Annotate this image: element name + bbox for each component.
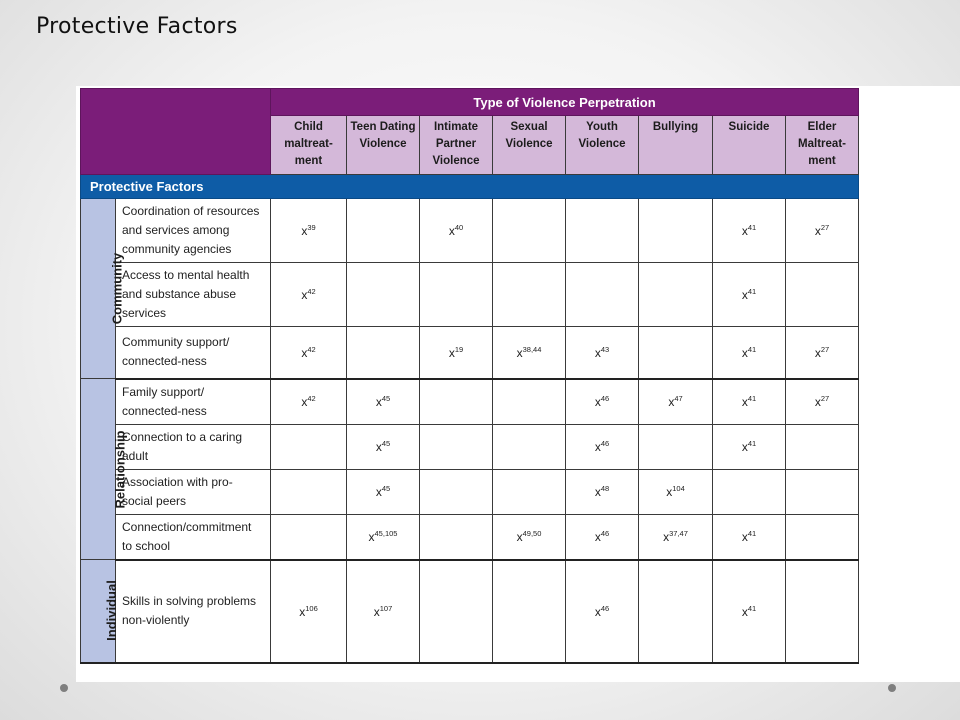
protective-factors-table bbox=[80, 88, 859, 664]
table-cell: $x^{41}$ bbox=[713, 199, 786, 263]
table-cell bbox=[786, 263, 859, 327]
table-cell bbox=[786, 514, 859, 560]
table-cell bbox=[639, 199, 713, 263]
citation-ref: 46 bbox=[600, 529, 610, 538]
band-row bbox=[81, 175, 859, 199]
table-cell bbox=[493, 424, 566, 469]
column-header: Youth Violence bbox=[566, 116, 639, 175]
column-header: Sexual Violence bbox=[493, 116, 566, 175]
citation-ref: 41 bbox=[747, 287, 757, 296]
citation-ref: 107 bbox=[379, 603, 393, 613]
bullet-dot-right bbox=[888, 684, 896, 692]
table-cell: $x^{45}$ bbox=[347, 424, 420, 469]
citation-ref: 42 bbox=[307, 287, 316, 296]
table-cell bbox=[493, 263, 566, 327]
citation-ref: 27 bbox=[820, 223, 830, 232]
row-label: Skills in solving problems non-violently bbox=[116, 560, 271, 663]
table-cell: $x^{38,44}$ bbox=[493, 327, 566, 379]
column-header: Suicide bbox=[713, 116, 786, 175]
citation-ref: 46 bbox=[600, 603, 610, 613]
citation-ref: 41 bbox=[747, 603, 757, 613]
citation-ref: 48 bbox=[600, 484, 610, 493]
citation-ref: 39 bbox=[307, 223, 316, 232]
table-cell: $x^{43}$ bbox=[566, 327, 639, 379]
citation-ref: 46 bbox=[600, 394, 610, 403]
column-header: Child maltreat- ment bbox=[271, 116, 347, 175]
column-header: Elder Maltreat- ment bbox=[786, 116, 859, 175]
table-cell bbox=[493, 469, 566, 514]
citation-ref: 38,44 bbox=[522, 344, 542, 354]
table-cell bbox=[639, 560, 713, 663]
table-row bbox=[81, 560, 859, 663]
citation-ref: 45 bbox=[381, 484, 391, 493]
table-cell bbox=[420, 469, 493, 514]
table-cell bbox=[347, 263, 420, 327]
citation-ref: 27 bbox=[820, 394, 830, 403]
group-label-text: Community bbox=[109, 252, 125, 325]
table-cell: $x^{41}$ bbox=[713, 514, 786, 560]
bullet-dot-left bbox=[60, 684, 68, 692]
row-label: Coordination of resources and services among community agencies bbox=[116, 199, 271, 263]
table-cell: $x^{45}$ bbox=[347, 469, 420, 514]
table-cell: $x^{41}$ bbox=[713, 263, 786, 327]
table-cell: $x^{37,47}$ bbox=[639, 514, 713, 560]
table-cell: $x^{40}$ bbox=[420, 199, 493, 263]
table-cell: $x^{42}$ bbox=[271, 327, 347, 379]
table-cell bbox=[566, 199, 639, 263]
table-cell: $x^{27}$ bbox=[786, 199, 859, 263]
table-cell bbox=[639, 424, 713, 469]
table-row bbox=[81, 469, 859, 514]
citation-ref: 104 bbox=[672, 484, 685, 493]
table-row bbox=[81, 379, 859, 425]
table-cell bbox=[420, 379, 493, 425]
group-label-relationship bbox=[81, 379, 128, 560]
table-cell bbox=[271, 514, 347, 560]
citation-ref: 41 bbox=[747, 439, 757, 448]
table-cell bbox=[786, 469, 859, 514]
citation-ref: 42 bbox=[307, 394, 316, 403]
group-label-text: Relationship bbox=[112, 429, 128, 509]
citation-ref: 41 bbox=[747, 394, 757, 403]
citation-ref: 47 bbox=[674, 394, 683, 403]
table-cell bbox=[493, 560, 566, 663]
slide-title: Protective Factors bbox=[36, 14, 238, 39]
citation-ref: 43 bbox=[600, 344, 610, 354]
citation-ref: 45,105 bbox=[374, 529, 398, 538]
table-cell: $x^{42}$ bbox=[271, 379, 347, 425]
row-label: Association with pro- social peers bbox=[116, 469, 271, 514]
table-cell bbox=[420, 514, 493, 560]
column-header: Intimate Partner Violence bbox=[420, 116, 493, 175]
row-label: Community support/ connected-ness bbox=[116, 327, 271, 379]
row-label: Connection/commitment to school bbox=[116, 514, 271, 560]
group-label-individual bbox=[81, 560, 119, 663]
table-row bbox=[81, 199, 859, 263]
header-row bbox=[81, 89, 859, 116]
table-cell: $x^{45,105}$ bbox=[347, 514, 420, 560]
table-cell: $x^{42}$ bbox=[271, 263, 347, 327]
row-label: Family support/ connected-ness bbox=[116, 379, 271, 425]
table-cell: $x^{41}$ bbox=[713, 424, 786, 469]
citation-ref: 45 bbox=[381, 439, 391, 448]
table-cell bbox=[420, 560, 493, 663]
column-header: Bullying bbox=[639, 116, 713, 175]
group-label-text: Individual bbox=[103, 580, 119, 642]
table-row bbox=[81, 514, 859, 560]
table-cell bbox=[420, 424, 493, 469]
table-cell: $x^{46}$ bbox=[566, 560, 639, 663]
table-row bbox=[81, 263, 859, 327]
citation-ref: 42 bbox=[307, 344, 316, 354]
table-cell bbox=[271, 424, 347, 469]
table-cell: $x^{47}$ bbox=[639, 379, 713, 425]
table-cell: $x^{106}$ bbox=[271, 560, 347, 663]
table-cell: $x^{49,50}$ bbox=[493, 514, 566, 560]
column-header: Teen Dating Violence bbox=[347, 116, 420, 175]
table-cell: $x^{27}$ bbox=[786, 379, 859, 425]
table-cell: $x^{46}$ bbox=[566, 514, 639, 560]
table-cell: $x^{107}$ bbox=[347, 560, 420, 663]
table-cell bbox=[786, 424, 859, 469]
row-label: Access to mental health and substance abuse services bbox=[116, 263, 271, 327]
table-cell bbox=[271, 469, 347, 514]
table-cell bbox=[493, 379, 566, 425]
table-cell bbox=[566, 263, 639, 327]
table-cell: $x^{104}$ bbox=[639, 469, 713, 514]
table-cell: $x^{41}$ bbox=[713, 379, 786, 425]
band-label: Protective Factors bbox=[81, 175, 859, 199]
table-cell bbox=[639, 327, 713, 379]
table-cell: $x^{46}$ bbox=[566, 379, 639, 425]
table-cell: $x^{41}$ bbox=[713, 560, 786, 663]
table-cell bbox=[347, 199, 420, 263]
table-row bbox=[81, 327, 859, 379]
table-cell: $x^{48}$ bbox=[566, 469, 639, 514]
table-cell bbox=[639, 263, 713, 327]
table-cell bbox=[420, 263, 493, 327]
header-corner bbox=[81, 89, 271, 175]
table-cell: $x^{45}$ bbox=[347, 379, 420, 425]
citation-ref: 46 bbox=[600, 439, 610, 448]
row-label: Connection to a caring adult bbox=[116, 424, 271, 469]
citation-ref: 41 bbox=[747, 344, 757, 354]
table-row bbox=[81, 424, 859, 469]
citation-ref: 45 bbox=[381, 394, 391, 403]
citation-ref: 40 bbox=[454, 223, 464, 232]
citation-ref: 37,47 bbox=[669, 529, 688, 538]
citation-ref: 27 bbox=[820, 344, 830, 354]
table-cell: $x^{19}$ bbox=[420, 327, 493, 379]
citation-ref: 41 bbox=[747, 223, 757, 232]
table-cell bbox=[786, 560, 859, 663]
table-cell bbox=[493, 199, 566, 263]
citation-ref: 19 bbox=[454, 344, 464, 354]
group-label-community bbox=[81, 199, 125, 379]
citation-ref: 106 bbox=[305, 603, 318, 613]
header-title: Type of Violence Perpetration bbox=[271, 89, 859, 116]
table-cell bbox=[347, 327, 420, 379]
citation-ref: 41 bbox=[747, 529, 757, 538]
table-cell: $x^{39}$ bbox=[271, 199, 347, 263]
table-cell bbox=[713, 469, 786, 514]
table-cell: $x^{41}$ bbox=[713, 327, 786, 379]
table-cell: $x^{27}$ bbox=[786, 327, 859, 379]
table-cell: $x^{46}$ bbox=[566, 424, 639, 469]
citation-ref: 49,50 bbox=[522, 529, 542, 538]
